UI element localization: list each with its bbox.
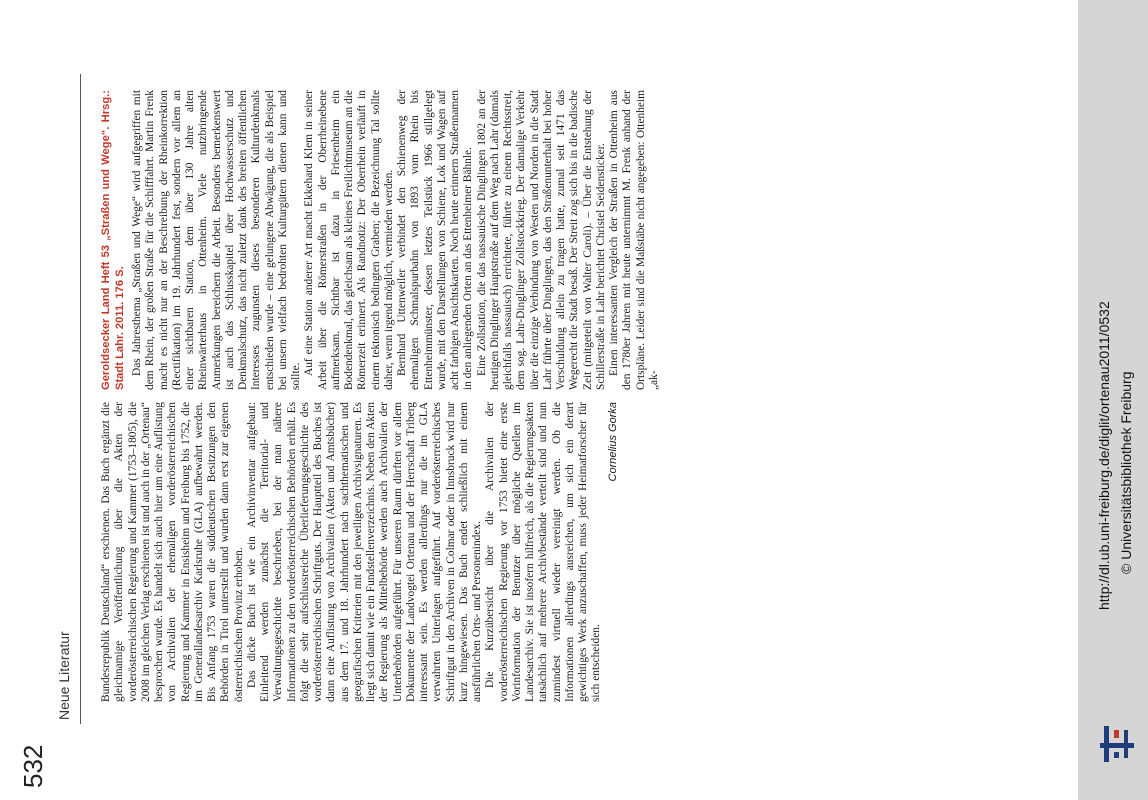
library-logo-icon	[1100, 726, 1134, 762]
paragraph: Bundesrepublik Deutschland“ erschienen. Das Buch ergänzt die gleichnamige Veröffentlichung über die Akten der vorderösterreichischen Regierung und Kammer (1753–1805), die 2008 im gleichen Verlag erschienen ist und auch in der „Ortenau“ besprochen wurde. Es handelt sich auch hier um eine Auflistung von Archivalien der ehemaligen vorderösterreichischen Regierung und Kammer in Ensisheim und Freiburg bis 1752, die im Generallandesarchiv Karlsruhe (GLA) aufbewahrt werden. Bis Anfang 1753 waren die süddeutschen Besitzungen den Behörden in Tirol unterstellt und wurden dann erst zur eigenen österreichischen Provinz erhoben.	[100, 402, 245, 702]
library-footer-bar	[1078, 0, 1148, 800]
running-header: Neue Literatur	[56, 631, 72, 720]
paragraph: Die Kurzübersicht über die Archivalien der vorderösterreichischen Regierung vor 1753 bietet eine erste Vorinformation der Benutzer über mögliche Quellen im Landesarchiv. Sie ist insofern hilfreich, als die Regierungsakten tatsächlich auf mehrere Archivbestände verteilt sind und nun zumindest virtuell wieder vereinigt werden. Ob die Informationen allerdings ausreichen, um sich ein derart gewichtiges Werk anzuschaffen, muss jeder Heimatforscher für sich entscheiden.	[484, 402, 603, 702]
paragraph: Auf eine Station anderer Art macht Ekkehard Klem in seiner Arbeit über die Römerstraßen in der Oberrheinebene aufmerksam. Sichtbar ist dazu in Friesenheim ein Bodendenkmal, das gleichsam als kleines Freilichtmuseum an die Römerzeit erinnert. Als Randnotiz: Der Oberrhein verläuft in einem tektonisch bedingten Graben; die Bezeichnung Tal sollte daher, wenn irgend möglich, vermieden werden.	[303, 90, 395, 390]
paragraph: Eine Zollstation, die das nassauische Dinglingen 1802 an der heutigen Dinglinger Hauptstraße auf dem Weg nach Lahr (damals gleichfalls nassauisch) errichtete, führte zu einem Rechtsstreit, dem sog. Lahr-Dinglinger Zollstockkrieg. Der damalige Verkehr über die einzige Verbindung von Westen und Norden in die Stadt Lahr führte über Dinglingen, das den Straßenunterhalt bei hoher Verschuldung allein zu tragen hatte, zumal seit 1471 das Wegerecht die Stadt besaß. Der Streit zog sich bis in die badische Zeit (mitgeteilt von Walter Caroli). – Über die Entstehung der Schillerstraße in Lahr berichtet Christel Seidensticker.	[475, 90, 607, 390]
source-url-link[interactable]: http://dl.ub.uni-freiburg.de/diglit/ortenau2011/0532	[1096, 301, 1112, 610]
review-author: Cornelius Gorka	[606, 402, 619, 482]
header-divider	[80, 74, 81, 724]
paragraph: Bernhard Uttenweiler verbindet den Schienenweg der ehemaligen Schmalspurbahn von 1893 vom Rhein bis Ettenheimmünster, dessen letztes Teilstück 1966 stillgelegt wurde, mit den Darstellungen von Schiene, Lok und Wagen auf acht farbigen Ansichtskarten. Noch heute erinnern Straßennamen in den anliegenden Orten an das Ettenheimer Bähnle.	[396, 90, 475, 390]
page-number: 532	[18, 744, 48, 788]
paragraph: Das dicke Buch ist wie ein Archivinventar aufgebaut: Einleitend werden zunächst die Territorial- und Verwaltungsgeschichte beschrieben, bei der man nähere Informationen zu den vorderösterreichischen Behörden erhält. Es folgt die sehr aufschlussreiche Überlieferungsgeschichte des vorderösterreichischen Schriftguts. Der Hauptteil des Buches ist dann eine Auflistung von Archivalien (Akten und Amtsbücher) aus dem 17. und 18. Jahrhundert nach sachthematischen und geografischen Kriterien mit den jeweiligen Archivsignaturen. Es liegt sich damit wie ein Fundstellenverzeichnis. Neben den Akten der Regierung als Mittelbehörde werden auch Archivalien der Unterbehörden aufgeführt. Für unseren Raum dürften vor allem Dokumente der Landvogtei Ortenau und der Herrschaft Triberg interessant sein. Es werden allerdings nur die im GLA verwahrten Unterlagen aufgeführt. Auf vorderösterreichisches Schriftgut in den Archiven in Colmar oder in Innsbruck wird nur kurz hingewiesen. Das Buch endet schließlich mit einem ausführlichen Orts- und Personenindex.	[245, 402, 483, 702]
paragraph: Das Jahresthema „Straßen und Wege“ wird aufgegriffen mit dem Rhein, der großen Straße für die Schifffahrt. Martin Frenk macht es nicht nur an der Beschreibung der Rheinkorrektion (Rectifikation) im 19. Jahrhundert fest, sondern vor allem an einer sichtbaren Station, dem über 130 Jahre alten Rheinwärterhaus in Ottenheim. Viele nutzbringende Anmerkungen bereichern die Arbeit. Besonders bemerkenswert ist auch das Schlusskapitel über Hochwasserschutz und Denkmalschutz, das nicht zuletzt dank des breiten öffentlichen Interesses zugunsten dieses besonderen Kulturdenkmals entschieden wurde – eine gelungene Abwägung, die als Beispiel bei unsern vielfach bedrohten Kulturgütern dienen kann und sollte.	[131, 90, 302, 390]
paragraph: Einen interessanten Vergleich der Straßen in Ottenheim aus den 1780er Jahren mit heute unternimmt M. Frenk anhand der Ortspläne. Leider sind die Maßstäbe nicht angegeben: Ottenheim „ak-	[608, 90, 660, 390]
text-column-right	[100, 90, 661, 390]
review-heading: Geroldsecker Land Heft 53 „Straßen und Wege“. Hrsg.: Stadt Lahr. 2011. 176 S.	[100, 90, 126, 390]
copyright-notice: © Universitätsbibliothek Freiburg	[1118, 371, 1134, 574]
text-column-left	[100, 402, 620, 702]
